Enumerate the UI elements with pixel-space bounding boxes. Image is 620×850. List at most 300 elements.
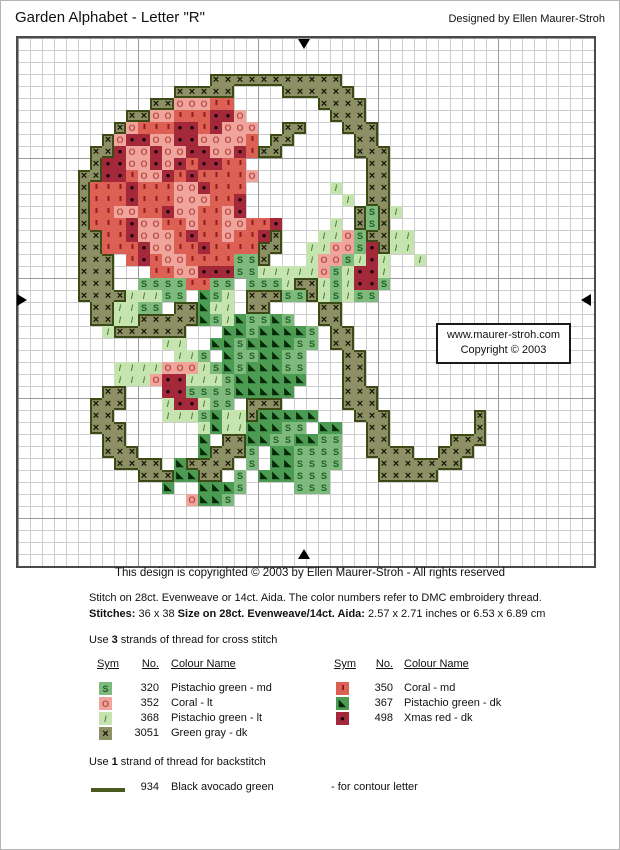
stitch-cell: ×: [450, 458, 462, 470]
stitch-cell: ×: [186, 86, 198, 98]
stitch-cell: ×: [342, 350, 354, 362]
stitch-cell: II: [102, 242, 114, 254]
stitch-cell: ×: [162, 470, 174, 482]
stitch-cell: ×: [342, 326, 354, 338]
stitch-cell: S: [234, 482, 246, 494]
stitch-cell: II: [210, 230, 222, 242]
stitch-cell: II: [234, 242, 246, 254]
stitch-cell: /: [330, 218, 342, 230]
stitch-cell: ×: [354, 410, 366, 422]
backstitch-color-name: Black avocado green: [171, 781, 274, 793]
stitch-cell: ◣: [258, 362, 270, 374]
stitch-cell: S: [246, 266, 258, 278]
stitch-cell: /: [126, 302, 138, 314]
stitch-cell: II: [186, 254, 198, 266]
stitch-cell: II: [150, 182, 162, 194]
stitch-cell: ◣: [270, 386, 282, 398]
stitch-cell: S: [138, 302, 150, 314]
stitch-cell: O: [318, 266, 330, 278]
stitch-cell: ●: [174, 374, 186, 386]
legend-symbol-swatch: S: [99, 682, 112, 695]
stitch-cell: ×: [330, 86, 342, 98]
stitch-cell: S: [234, 254, 246, 266]
stitch-cell: S: [198, 350, 210, 362]
stitch-cell: ×: [210, 446, 222, 458]
stitch-cell: O: [198, 194, 210, 206]
stitch-cell: ×: [270, 230, 282, 242]
stitch-cell: II: [114, 182, 126, 194]
stitch-cell: S: [294, 362, 306, 374]
stitch-cell: ●: [114, 146, 126, 158]
stitch-cell: O: [162, 362, 174, 374]
stitch-cell: S: [354, 290, 366, 302]
stitch-cell: ×: [126, 326, 138, 338]
stitch-cell: O: [126, 206, 138, 218]
stitch-cell: O: [162, 146, 174, 158]
stitch-cell: ◣: [258, 422, 270, 434]
stitch-cell: ●: [186, 122, 198, 134]
stitch-cell: /: [126, 374, 138, 386]
stitch-cell: O: [234, 110, 246, 122]
stitch-cell: S: [234, 470, 246, 482]
stitch-cell: ◣: [306, 410, 318, 422]
stitch-cell: S: [294, 338, 306, 350]
stitch-cell: ◣: [258, 350, 270, 362]
stitch-cell: ◣: [270, 350, 282, 362]
stitch-cell: ×: [294, 278, 306, 290]
stitch-cell: /: [126, 290, 138, 302]
stitch-cell: ●: [210, 266, 222, 278]
stitch-cell: /: [414, 254, 426, 266]
stitch-cell: ●: [186, 146, 198, 158]
stitch-cell: O: [222, 206, 234, 218]
stitch-cell: ●: [186, 230, 198, 242]
stitch-cell: /: [150, 290, 162, 302]
stitch-cell: O: [210, 146, 222, 158]
stitch-cell: O: [174, 206, 186, 218]
stitch-cell: ●: [174, 158, 186, 170]
stitch-cell: O: [330, 254, 342, 266]
stitch-cell: O: [162, 134, 174, 146]
stitch-cell: II: [126, 254, 138, 266]
stitch-cell: /: [114, 302, 126, 314]
stitch-cell: II: [138, 206, 150, 218]
stitch-cell: ×: [378, 410, 390, 422]
design-copyright-line: This design is copyrighted © 2003 by Ellen Maurer-Stroh - All rights reserved: [114, 567, 506, 579]
stitch-cell: S: [318, 446, 330, 458]
stitch-cell: O: [222, 134, 234, 146]
stitch-cell: ◣: [258, 386, 270, 398]
stitch-cell: ×: [426, 458, 438, 470]
stitch-cell: ×: [138, 458, 150, 470]
stitch-cell: ×: [90, 266, 102, 278]
stitch-cell: ◣: [258, 434, 270, 446]
stitch-cell: /: [342, 290, 354, 302]
stitch-cell: ×: [354, 386, 366, 398]
stitch-cell: O: [198, 134, 210, 146]
stitch-cell: S: [198, 410, 210, 422]
stitch-cell: ●: [234, 146, 246, 158]
stitch-cell: ×: [354, 206, 366, 218]
stitch-cell: ×: [102, 446, 114, 458]
stitch-cell: S: [330, 434, 342, 446]
stitch-cell: II: [138, 182, 150, 194]
stitch-cell: ×: [102, 434, 114, 446]
backstitch-heading: Use 1 strand of thread for backstitch: [89, 756, 266, 768]
stitch-cell: ×: [318, 74, 330, 86]
stitch-cell: ×: [354, 110, 366, 122]
stitch-cell: ×: [270, 398, 282, 410]
stitch-cell: ×: [114, 434, 126, 446]
stitch-cell: ×: [366, 194, 378, 206]
stitch-cell: II: [222, 182, 234, 194]
stitch-cell: ×: [354, 398, 366, 410]
stitch-cell: ×: [90, 290, 102, 302]
stitch-cell: ×: [78, 230, 90, 242]
legend-header-colour-name: Colour Name: [404, 658, 469, 670]
stitch-cell: S: [294, 446, 306, 458]
stitch-cell: /: [270, 266, 282, 278]
stitch-cell: /: [234, 410, 246, 422]
stitch-cell: ×: [102, 134, 114, 146]
stitch-cell: S: [162, 290, 174, 302]
stitch-cell: ×: [114, 458, 126, 470]
stitch-cell: II: [174, 242, 186, 254]
stitch-cell: ×: [378, 470, 390, 482]
stitch-cell: ●: [126, 182, 138, 194]
stitch-cell: /: [258, 266, 270, 278]
stitch-cell: II: [162, 122, 174, 134]
stitch-cell: ◣: [246, 386, 258, 398]
stitch-cell: /: [210, 374, 222, 386]
stitch-cell: ×: [90, 398, 102, 410]
stitch-cell: ×: [402, 458, 414, 470]
stitch-cell: ×: [390, 458, 402, 470]
stitch-cell: ◣: [210, 494, 222, 506]
stitch-cell: ●: [102, 170, 114, 182]
stitch-cell: O: [186, 494, 198, 506]
stitch-cell: ×: [114, 446, 126, 458]
stitch-cell: ×: [102, 254, 114, 266]
legend-header-sym: Sym: [334, 658, 356, 670]
stitch-cell: S: [306, 326, 318, 338]
stitch-cell: /: [234, 422, 246, 434]
stitch-cell: S: [246, 458, 258, 470]
stitch-cell: S: [246, 350, 258, 362]
stitch-cell: O: [186, 362, 198, 374]
stitch-cell: ●: [198, 242, 210, 254]
stitch-cell: ◣: [174, 470, 186, 482]
stitch-cell: II: [222, 254, 234, 266]
stitch-cell: II: [102, 206, 114, 218]
stitch-cell: ×: [318, 314, 330, 326]
stitch-cell: ×: [282, 134, 294, 146]
stitch-cell: ×: [162, 98, 174, 110]
stitch-cell: ×: [378, 242, 390, 254]
stitch-cell: ×: [126, 446, 138, 458]
stitch-cell: II: [90, 194, 102, 206]
stitch-cell: ×: [378, 446, 390, 458]
stitch-cell: ×: [306, 86, 318, 98]
stitch-cell: /: [318, 230, 330, 242]
stitch-cell: ×: [90, 410, 102, 422]
center-marker-top-icon: [298, 39, 310, 49]
legend-colour-name: Pistachio green - lt: [171, 712, 263, 724]
stitch-cell: ×: [102, 266, 114, 278]
stitch-cell: /: [114, 314, 126, 326]
stitch-cell: S: [318, 470, 330, 482]
stitch-cell: II: [222, 170, 234, 182]
stitch-cell: ×: [210, 470, 222, 482]
stitch-cell: ×: [114, 122, 126, 134]
stitch-cell: ×: [78, 182, 90, 194]
legend-symbol-swatch: ◣: [336, 697, 349, 710]
stitch-cell: S: [354, 242, 366, 254]
stitch-cell: II: [222, 242, 234, 254]
stitch-cell: ◣: [294, 326, 306, 338]
stitch-cell: /: [390, 206, 402, 218]
stitch-cell: II: [102, 194, 114, 206]
stitch-cell: II: [162, 218, 174, 230]
stitch-cell: ◣: [186, 470, 198, 482]
stitch-cell: ◣: [270, 458, 282, 470]
stitch-cell: ●: [210, 122, 222, 134]
stitch-cell: /: [174, 338, 186, 350]
stitch-cell: ×: [90, 158, 102, 170]
stitch-cell: II: [102, 182, 114, 194]
stitch-cell: ●: [198, 266, 210, 278]
stitch-cell: /: [294, 266, 306, 278]
stitch-cell: S: [294, 350, 306, 362]
stitch-cell: S: [306, 470, 318, 482]
legend-thread-number: 352: [140, 697, 159, 709]
stitch-cell: ×: [102, 422, 114, 434]
stitch-cell: ◣: [270, 314, 282, 326]
stitch-cell: S: [294, 458, 306, 470]
legend-symbol-swatch: O: [99, 697, 112, 710]
stitch-cell: ×: [78, 218, 90, 230]
stitch-cell: /: [198, 362, 210, 374]
stitch-cell: II: [246, 146, 258, 158]
stitch-cell: II: [198, 230, 210, 242]
stitch-cell: /: [186, 374, 198, 386]
stitch-cell: ×: [342, 386, 354, 398]
stitch-cell: ×: [330, 314, 342, 326]
stitch-cell: II: [222, 194, 234, 206]
stitch-cell: /: [162, 338, 174, 350]
stitch-cell: /: [126, 314, 138, 326]
stitch-cell: II: [210, 182, 222, 194]
stitch-cell: ×: [390, 446, 402, 458]
stitch-cell: ×: [378, 182, 390, 194]
stitch-cell: S: [378, 278, 390, 290]
stitch-cell: ●: [174, 386, 186, 398]
backstitch-number: 934: [140, 781, 159, 793]
stitch-cell: ×: [222, 458, 234, 470]
stitch-cell: II: [210, 218, 222, 230]
legend-header-no: No.: [141, 658, 159, 670]
stitch-cell: ●: [138, 254, 150, 266]
stitch-cell: II: [234, 170, 246, 182]
stitch-cell: S: [318, 458, 330, 470]
stitch-cell: ◣: [258, 338, 270, 350]
stitch-cell: O: [246, 170, 258, 182]
stitch-cell: II: [234, 182, 246, 194]
stitch-cell: S: [330, 266, 342, 278]
stitch-cell: ×: [366, 158, 378, 170]
stitch-cell: S: [210, 398, 222, 410]
stitch-cell: ×: [366, 170, 378, 182]
stitch-cell: O: [138, 230, 150, 242]
stitch-cell: ×: [210, 74, 222, 86]
stitch-cell: /: [114, 374, 126, 386]
stitch-cell: S: [174, 278, 186, 290]
stitch-cell: /: [198, 422, 210, 434]
stitch-cell: II: [102, 230, 114, 242]
stitch-cell: ×: [186, 314, 198, 326]
stitch-cell: II: [222, 98, 234, 110]
legend-symbol-swatch: II: [336, 682, 349, 695]
backstitch-note: - for contour letter: [331, 781, 418, 793]
stitch-cell: ×: [366, 422, 378, 434]
stitch-cell: S: [282, 362, 294, 374]
stitch-cell: ×: [258, 146, 270, 158]
stitch-cell: ×: [90, 230, 102, 242]
stitch-cell: ×: [210, 458, 222, 470]
stitch-cell: II: [174, 230, 186, 242]
stitch-cell: /: [390, 242, 402, 254]
stitch-cell: S: [366, 218, 378, 230]
stitch-cell: ×: [354, 134, 366, 146]
stitch-cell: ×: [330, 98, 342, 110]
stitch-cell: ×: [354, 374, 366, 386]
stitch-cell: II: [126, 242, 138, 254]
stitch-cell: O: [174, 266, 186, 278]
stitch-cell: /: [138, 374, 150, 386]
legend-symbol-swatch: ×: [99, 727, 112, 740]
stitch-cell: S: [222, 278, 234, 290]
stitch-cell: ×: [378, 206, 390, 218]
stitch-cell: ×: [222, 86, 234, 98]
stitch-cell: O: [150, 218, 162, 230]
stitch-cell: O: [126, 122, 138, 134]
stitch-cell: II: [90, 206, 102, 218]
stitch-cell: II: [114, 194, 126, 206]
stitch-cell: ×: [354, 146, 366, 158]
stitch-cell: ×: [102, 410, 114, 422]
stitch-cell: II: [174, 170, 186, 182]
stitch-cell: O: [114, 206, 126, 218]
stitch-cell: ◣: [198, 494, 210, 506]
stitch-cell: ×: [90, 302, 102, 314]
stitch-cell: ×: [114, 398, 126, 410]
stitch-cell: ×: [474, 410, 486, 422]
stitch-cell: ×: [438, 446, 450, 458]
stitch-cell: ◣: [246, 362, 258, 374]
stitch-cell: ×: [342, 338, 354, 350]
stitch-cell: ◣: [270, 362, 282, 374]
center-marker-bottom-icon: [298, 549, 310, 559]
stitch-cell: S: [210, 290, 222, 302]
stitch-cell: O: [234, 218, 246, 230]
stitch-cell: II: [210, 242, 222, 254]
stitch-cell: S: [330, 458, 342, 470]
stitch-cell: ×: [138, 314, 150, 326]
stitch-cell: S: [246, 326, 258, 338]
stitch-cell: ×: [330, 74, 342, 86]
stitch-cell: ×: [366, 122, 378, 134]
stitch-cell: II: [162, 266, 174, 278]
stitch-cell: ×: [366, 434, 378, 446]
stitch-cell: /: [378, 254, 390, 266]
stitch-cell: ×: [78, 194, 90, 206]
stitch-cell: ×: [342, 398, 354, 410]
stitch-cell: /: [126, 362, 138, 374]
stitch-cell: S: [150, 302, 162, 314]
stitch-cell: ◣: [234, 326, 246, 338]
stitch-cell: S: [246, 278, 258, 290]
stitch-cell: II: [150, 194, 162, 206]
stitch-cell: ◣: [198, 446, 210, 458]
stitch-cell: ×: [330, 338, 342, 350]
stitch-cell: ×: [378, 422, 390, 434]
stitch-cell: ●: [126, 194, 138, 206]
stitch-cell: /: [222, 410, 234, 422]
stitch-cell: ×: [378, 230, 390, 242]
stitch-cell: S: [330, 446, 342, 458]
stitch-cell: O: [330, 242, 342, 254]
stitch-cell: ×: [150, 470, 162, 482]
stitch-cell: ×: [246, 410, 258, 422]
stitch-cell: ◣: [234, 314, 246, 326]
stitch-cell: ◣: [270, 422, 282, 434]
stitch-cell: II: [90, 182, 102, 194]
stitch-cell: ◣: [246, 434, 258, 446]
stitch-cell: II: [126, 170, 138, 182]
stitch-cell: /: [222, 302, 234, 314]
stitch-cell: S: [270, 434, 282, 446]
stitch-cell: ×: [306, 290, 318, 302]
stitch-cell: ×: [186, 458, 198, 470]
stitch-cell: ×: [78, 290, 90, 302]
stitch-cell: ×: [102, 278, 114, 290]
stitch-cell: ×: [378, 146, 390, 158]
legend-thread-number: 368: [140, 712, 159, 724]
stitch-cell: S: [354, 230, 366, 242]
stitch-cell: ×: [258, 254, 270, 266]
stitch-cell: ●: [186, 170, 198, 182]
stitch-cell: ◣: [246, 338, 258, 350]
stitch-cell: ×: [330, 110, 342, 122]
stitch-cell: ×: [474, 434, 486, 446]
stitch-cell: ×: [354, 122, 366, 134]
stitch-cell: II: [162, 182, 174, 194]
stitch-cell: ◣: [198, 314, 210, 326]
stitch-cell: II: [102, 218, 114, 230]
watermark-box: [436, 323, 571, 364]
stitch-cell: S: [174, 290, 186, 302]
stitch-cell: ●: [366, 254, 378, 266]
stitch-cell: ×: [270, 134, 282, 146]
stitch-cell: /: [330, 182, 342, 194]
stitch-cell: ×: [270, 242, 282, 254]
stitch-cell: ×: [246, 290, 258, 302]
stitch-cell: ◣: [210, 410, 222, 422]
stitch-cell: ×: [366, 146, 378, 158]
stitch-cell: II: [222, 158, 234, 170]
stitch-cell: ×: [246, 74, 258, 86]
stitch-cell: S: [282, 314, 294, 326]
